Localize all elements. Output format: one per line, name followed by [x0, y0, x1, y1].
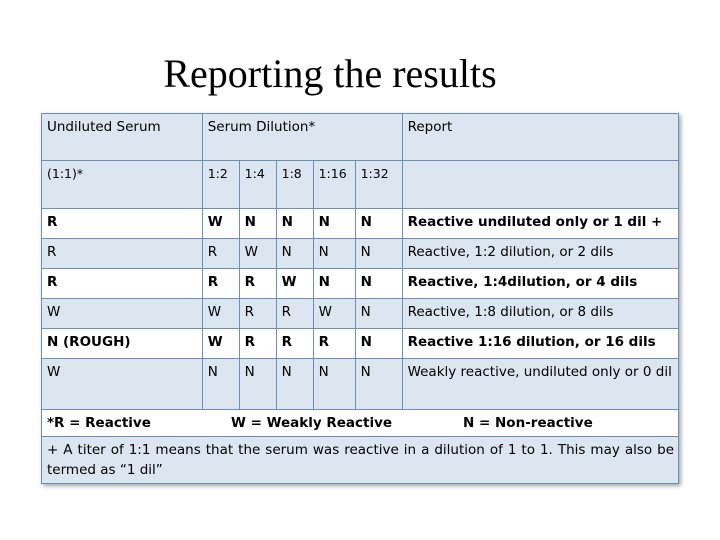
cell-report: Reactive, 1:8 dilution, or 8 dils: [402, 299, 678, 329]
legend-reactive: *R = Reactive: [47, 415, 151, 431]
table-row: [42, 299, 679, 329]
cell-dilution: R: [202, 269, 239, 299]
cell-report: Reactive, 1:4dilution, or 4 dils: [402, 269, 678, 299]
cell-dilution: N: [276, 239, 313, 269]
header-serum-dilution: Serum Dilution*: [202, 114, 402, 161]
cell-undiluted: R: [42, 239, 203, 269]
cell-report: Reactive, 1:2 dilution, or 2 dils: [402, 239, 678, 269]
cell-dilution: N: [355, 269, 402, 299]
cell-dilution: N: [313, 269, 355, 299]
cell-dilution: N: [239, 359, 276, 410]
cell-undiluted: W: [42, 299, 203, 329]
subheader-dilution: 1:4: [239, 161, 276, 209]
cell-dilution: W: [202, 299, 239, 329]
legend-non-reactive: N = Non-reactive: [463, 415, 593, 431]
cell-dilution: N: [313, 359, 355, 410]
cell-dilution: N: [355, 329, 402, 359]
header-undiluted-serum: Undiluted Serum: [42, 114, 203, 161]
cell-dilution: N: [239, 209, 276, 239]
subheader-dilution: 1:8: [276, 161, 313, 209]
table-row: [42, 209, 679, 239]
cell-dilution: N: [276, 209, 313, 239]
cell-undiluted: R: [42, 269, 203, 299]
legend-cell: [42, 410, 679, 437]
cell-dilution: R: [239, 269, 276, 299]
cell-report: Reactive 1:16 dilution, or 16 dils: [402, 329, 678, 359]
cell-dilution: N: [355, 359, 402, 410]
cell-dilution: W: [313, 299, 355, 329]
cell-dilution: W: [202, 209, 239, 239]
cell-dilution: W: [276, 269, 313, 299]
cell-undiluted: R: [42, 209, 203, 239]
subheader-row: [42, 161, 679, 209]
table-row: [42, 269, 679, 299]
header-row: [42, 114, 679, 161]
cell-dilution: R: [276, 329, 313, 359]
footnote-cell: + A titer of 1:1 means that the serum was reactive in a dilution of 1 to 1. This may also be termed as “1 dil”: [42, 437, 679, 484]
cell-undiluted: W: [42, 359, 203, 410]
cell-dilution: R: [202, 239, 239, 269]
table-row: [42, 329, 679, 359]
cell-report: Reactive undiluted only or 1 dil +: [402, 209, 678, 239]
header-report: Report: [402, 114, 678, 161]
subheader-dilution: 1:32: [355, 161, 402, 209]
cell-dilution: R: [313, 329, 355, 359]
cell-dilution: R: [276, 299, 313, 329]
cell-dilution: N: [313, 209, 355, 239]
slide-title: Reporting the results: [163, 51, 497, 96]
subheader-undiluted: (1:1)*: [42, 161, 203, 209]
results-table: [41, 113, 679, 484]
cell-dilution: N: [276, 359, 313, 410]
subheader-report: [402, 161, 678, 209]
legend-row: [42, 410, 679, 437]
cell-dilution: N: [355, 239, 402, 269]
cell-report: Weakly reactive, undiluted only or 0 dil: [402, 359, 678, 410]
cell-undiluted: N (ROUGH): [42, 329, 203, 359]
table-row: [42, 239, 679, 269]
cell-dilution: R: [239, 329, 276, 359]
table-row: [42, 359, 679, 410]
subheader-dilution: 1:16: [313, 161, 355, 209]
cell-dilution: N: [202, 359, 239, 410]
cell-dilution: N: [355, 299, 402, 329]
cell-dilution: R: [239, 299, 276, 329]
cell-dilution: W: [202, 329, 239, 359]
legend-weakly-reactive: W = Weakly Reactive: [231, 415, 393, 431]
subheader-dilution: 1:2: [202, 161, 239, 209]
cell-dilution: W: [239, 239, 276, 269]
cell-dilution: N: [313, 239, 355, 269]
cell-dilution: N: [355, 209, 402, 239]
footnote-row: [42, 437, 679, 484]
